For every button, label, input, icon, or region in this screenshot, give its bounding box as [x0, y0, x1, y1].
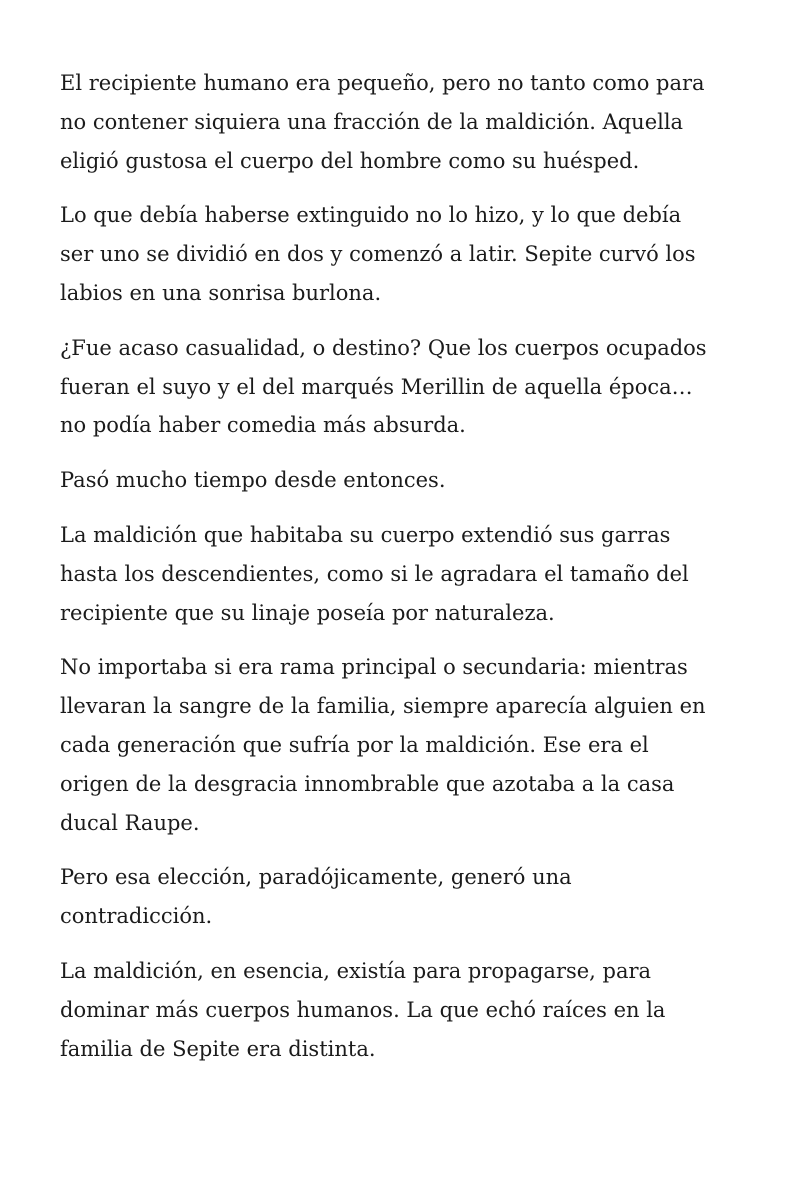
- text-line: familia de Sepite era distinta.: [60, 1036, 376, 1061]
- text-line: no contener siquiera una fracción de la maldición. Aquella: [60, 109, 684, 134]
- text-line: llevaran la sangre de la familia, siempre aparecía alguien en: [60, 694, 706, 719]
- paragraph-4: [60, 461, 750, 500]
- text-line: Pasó mucho tiempo desde entonces.: [60, 468, 446, 493]
- paragraph-2: [60, 196, 750, 312]
- text-line: ser uno se dividió en dos y comenzó a latir. Sepite curvó los: [60, 242, 696, 267]
- text-line: contradicción.: [60, 904, 213, 929]
- text-line: hasta los descendientes, como si le agradara el tamaño del: [60, 561, 689, 586]
- paragraph-3: [60, 329, 750, 445]
- paragraph-6: [60, 648, 750, 842]
- text-line: Pero esa elección, paradójicamente, generó una: [60, 865, 572, 890]
- text-line: no podía haber comedia más absurda.: [60, 413, 466, 438]
- text-line: cada generación que sufría por la maldición. Ese era el: [60, 732, 649, 757]
- text-line: No importaba si era rama principal o secundaria: mientras: [60, 655, 688, 680]
- paragraph-8: [60, 952, 750, 1068]
- paragraph-7: [60, 858, 750, 936]
- text-line: ducal Raupe.: [60, 810, 200, 835]
- document-page: [60, 64, 750, 1084]
- text-line: eligió gustosa el cuerpo del hombre como su huésped.: [60, 148, 640, 173]
- text-line: recipiente que su linaje poseía por naturaleza.: [60, 600, 555, 625]
- text-line: origen de la desgracia innombrable que azotaba a la casa: [60, 771, 675, 796]
- paragraph-5: [60, 516, 750, 632]
- text-line: La maldición, en esencia, existía para propagarse, para: [60, 958, 652, 983]
- text-line: fueran el suyo y el del marqués Merillin de aquella época…: [60, 374, 693, 399]
- text-line: labios en una sonrisa burlona.: [60, 280, 382, 305]
- paragraph-1: [60, 64, 750, 180]
- text-line: Lo que debía haberse extinguido no lo hizo, y lo que debía: [60, 203, 682, 228]
- text-line: ¿Fue acaso casualidad, o destino? Que los cuerpos ocupados: [60, 335, 707, 360]
- text-line: El recipiente humano era pequeño, pero no tanto como para: [60, 71, 705, 95]
- text-line: La maldición que habitaba su cuerpo extendió sus garras: [60, 522, 671, 547]
- text-line: dominar más cuerpos humanos. La que echó raíces en la: [60, 997, 666, 1022]
